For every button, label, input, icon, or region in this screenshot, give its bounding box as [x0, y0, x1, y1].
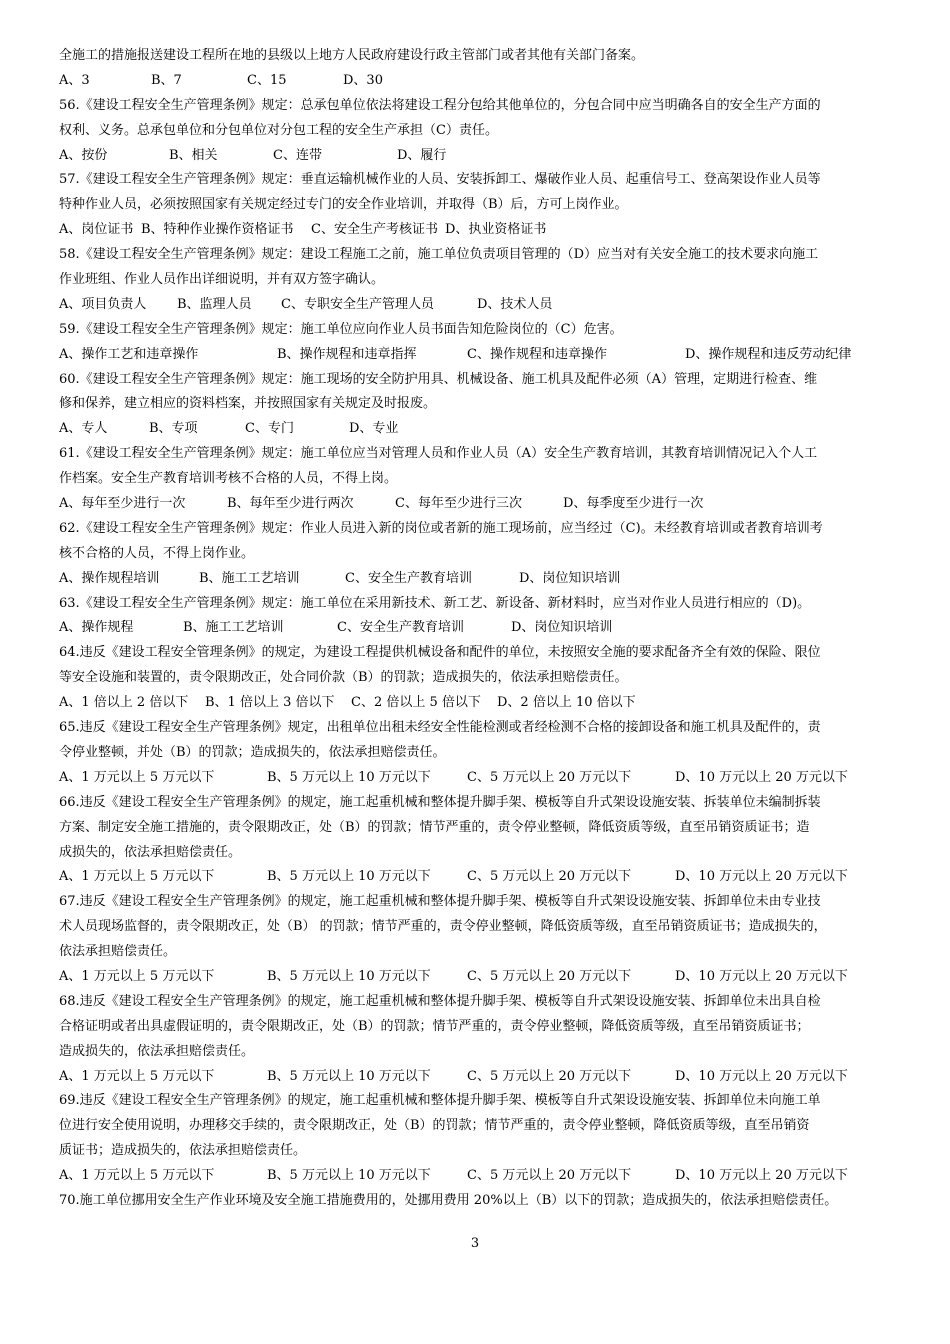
- answer-option: D、专业: [349, 421, 399, 437]
- answer-options: [59, 343, 897, 368]
- question-text-line: 作业班组、作业人员作出详细说明，并有双方签字确认。: [59, 272, 385, 288]
- question-text-line: 61.《建设工程安全生产管理条例》规定：施工单位应当对管理人员和作业人员（A）安全生产教育培训，其教育培训情况记入个人工: [59, 446, 818, 462]
- question-block: [59, 890, 897, 990]
- answer-options: [59, 293, 897, 318]
- question-block: [59, 44, 897, 94]
- answer-option: C、5 万元以上 20 万元以下: [467, 869, 632, 885]
- answer-option: A、岗位证书: [59, 222, 134, 238]
- answer-options: [59, 1065, 897, 1090]
- answer-options: [59, 616, 897, 641]
- question-block: [59, 716, 897, 791]
- question-text-line: 69.违反《建设工程安全生产管理条例》的规定，施工起重机械和整体提升脚手架、模板等自升式架设设施安装、拆卸单位未向施工单: [59, 1093, 821, 1109]
- answer-option: B、相关: [169, 147, 218, 163]
- answer-option: B、5 万元以上 10 万元以下: [267, 1168, 431, 1184]
- answer-options: [59, 766, 897, 791]
- question-text-line: 64.违反《建设工程安全管理条例》的规定，为建设工程提供机械设备和配件的单位，未按照安全施的要求配备齐全有效的保险、限位: [59, 645, 821, 661]
- question-text-line: 特种作业人员，必须按照国家有关规定经过专门的安全作业培训，并取得（B）后，方可上岗作业。: [59, 197, 628, 213]
- page-number: 3: [470, 1236, 480, 1251]
- answer-options: [59, 417, 897, 442]
- answer-option: C、专门: [245, 421, 294, 437]
- question-text-line: 59.《建设工程安全生产管理条例》规定：施工单位应向作业人员书面告知危险岗位的（C）危害。: [59, 321, 623, 337]
- answer-option: D、10 万元以上 20 万元以下: [675, 869, 848, 885]
- question-block: [59, 368, 897, 443]
- question-block: [59, 94, 897, 169]
- question-block: [59, 442, 897, 517]
- answer-option: D、30: [343, 72, 383, 88]
- question-text-line: 65.违反《建设工程安全生产管理条例》规定，出租单位出租未经安全性能检测或者经检测不合格的接卸设备和施工机具及配件的，责: [59, 720, 821, 736]
- answer-option: A、每年至少进行一次: [59, 496, 186, 512]
- question-text-line: 66.违反《建设工程安全生产管理条例》的规定，施工起重机械和整体提升脚手架、模板等自升式架设设施安装、拆装单位未编制拆装: [59, 794, 821, 810]
- answer-option: C、专职安全生产管理人员: [281, 296, 434, 312]
- answer-option: D、10 万元以上 20 万元以下: [675, 1068, 848, 1084]
- answer-option: A、专人: [59, 421, 108, 437]
- question-text-line: 70.施工单位挪用安全生产作业环境及安全施工措施费用的，处挪用费用 20%以上（B）以下的罚款；造成损失的，依法承担赔偿责任。: [59, 1192, 838, 1208]
- answer-option: B、施工工艺培训: [183, 620, 284, 636]
- answer-option: B、施工工艺培训: [199, 570, 300, 586]
- answer-option: D、每季度至少进行一次: [563, 496, 704, 512]
- question-text-line: 修和保养，建立相应的资料档案，并按照国家有关规定及时报废。: [59, 396, 437, 412]
- question-block: [59, 990, 897, 1090]
- answer-option: C、5 万元以上 20 万元以下: [467, 1168, 632, 1184]
- question-text-line: 术人员现场监督的，责令限期改正，处（B） 的罚款；情节严重的，责令停业整顿，降低资质等级，直至吊销资质证书；造成损失的，: [59, 919, 827, 935]
- answer-options: [59, 144, 897, 169]
- question-text-line: 58.《建设工程安全生产管理条例》规定：建设工程施工之前，施工单位负责项目管理的（D）应当对有关安全施工的技术要求向施工: [59, 247, 819, 263]
- answer-option: A、操作规程: [59, 620, 134, 636]
- answer-option: B、监理人员: [177, 296, 252, 312]
- answer-option: B、5 万元以上 10 万元以下: [267, 769, 431, 785]
- answer-option: C、操作规程和违章操作: [467, 346, 607, 362]
- question-text-line: 60.《建设工程安全生产管理条例》规定：施工现场的安全防护用具、机械设备、施工机具及配件必须（A）管理，定期进行检查、维: [59, 371, 818, 387]
- answer-option: A、1 万元以上 5 万元以下: [59, 1168, 215, 1184]
- question-block: [59, 168, 897, 243]
- answer-option: D、履行: [397, 147, 447, 163]
- answer-option: D、执业资格证书: [445, 222, 547, 238]
- answer-option: B、5 万元以上 10 万元以下: [267, 968, 431, 984]
- question-text-line: 全施工的措施报送建设工程所在地的县级以上地方人民政府建设行政主管部门或者其他有关部门备案。: [59, 48, 645, 63]
- answer-options: [59, 218, 897, 243]
- answer-options: [59, 492, 897, 517]
- answer-option: A、1 万元以上 5 万元以下: [59, 968, 215, 984]
- question-block: [59, 243, 897, 318]
- answer-option: C、2 倍以上 5 倍以下: [351, 695, 481, 711]
- answer-option: A、项目负责人: [59, 296, 147, 312]
- document-page: [59, 44, 897, 1214]
- question-text-line: 令停业整顿，并处（B）的罚款；造成损失的，依法承担赔偿责任。: [59, 744, 446, 760]
- question-text-line: 62.《建设工程安全生产管理条例》规定：作业人员进入新的岗位或者新的施工现场前，应当经过（C)。未经教育培训或者教育培训考: [59, 520, 823, 536]
- question-text-line: 依法承担赔偿责任。: [59, 944, 177, 960]
- answer-option: A、操作规程培训: [59, 570, 160, 586]
- answer-option: A、1 倍以上 2 倍以下: [59, 695, 189, 711]
- question-text-line: 等安全设施和装置的，责令限期改正，处合同价款（B）的罚款；造成损失的，依法承担赔偿责任。: [59, 670, 628, 686]
- question-text-line: 合格证明或者出具虚假证明的，责令限期改正，处（B）的罚款；情节严重的，责令停业整顿，降低资质等级，直至吊销资质证书；: [59, 1018, 810, 1034]
- question-text-line: 作档案。安全生产教育培训考核不合格的人员，不得上岗。: [59, 471, 398, 487]
- answer-option: B、每年至少进行两次: [227, 496, 354, 512]
- answer-option: D、操作规程和违反劳动纪律: [685, 346, 852, 362]
- question-block: [59, 517, 897, 592]
- question-text-line: 57.《建设工程安全生产管理条例》规定：垂直运输机械作业的人员、安装拆卸工、爆破作业人员、起重信号工、登高架设作业人员等: [59, 172, 821, 188]
- question-block: [59, 592, 897, 642]
- answer-option: B、特种作业操作资格证书: [141, 222, 294, 238]
- question-text-line: 权利、义务。总承包单位和分包单位对分包工程的安全生产承担（C）责任。: [59, 122, 498, 138]
- answer-option: C、安全生产教育培训: [345, 570, 472, 586]
- answer-option: C、安全生产教育培训: [337, 620, 464, 636]
- answer-options: [59, 865, 897, 890]
- answer-options: [59, 69, 897, 94]
- answer-options: [59, 567, 897, 592]
- answer-option: B、操作规程和违章指挥: [277, 346, 417, 362]
- question-text-line: 68.违反《建设工程安全生产管理条例》的规定，施工起重机械和整体提升脚手架、模板等自升式架设设施安装、拆卸单位未出具自检: [59, 993, 821, 1009]
- answer-option: C、每年至少进行三次: [395, 496, 522, 512]
- answer-option: C、5 万元以上 20 万元以下: [467, 1068, 632, 1084]
- question-block: [59, 318, 897, 368]
- answer-option: B、专项: [149, 421, 198, 437]
- answer-options: [59, 965, 897, 990]
- question-text-line: 造成损失的，依法承担赔偿责任。: [59, 1043, 255, 1059]
- answer-option: B、1 倍以上 3 倍以下: [205, 695, 335, 711]
- question-text-line: 63.《建设工程安全生产管理条例》规定：施工单位在采用新技术、新工艺、新设备、新材料时，应当对作业人员进行相应的（D)。: [59, 595, 811, 611]
- answer-option: D、2 倍以上 10 倍以下: [497, 695, 636, 711]
- answer-option: A、1 万元以上 5 万元以下: [59, 769, 215, 785]
- answer-option: C、5 万元以上 20 万元以下: [467, 968, 632, 984]
- answer-option: C、5 万元以上 20 万元以下: [467, 769, 632, 785]
- question-block: [59, 1089, 897, 1189]
- answer-option: A、操作工艺和违章操作: [59, 346, 199, 362]
- answer-option: D、技术人员: [477, 296, 553, 312]
- answer-option: C、15: [247, 72, 287, 88]
- answer-option: C、安全生产考核证书: [311, 222, 438, 238]
- answer-option: B、7: [151, 72, 182, 88]
- question-block: [59, 641, 897, 716]
- answer-options: [59, 691, 897, 716]
- question-text-line: 核不合格的人员，不得上岗作业。: [59, 545, 255, 561]
- answer-option: C、连带: [273, 147, 322, 163]
- question-block: [59, 791, 897, 891]
- question-text-line: 成损失的，依法承担赔偿责任。: [59, 844, 242, 860]
- answer-option: B、5 万元以上 10 万元以下: [267, 1068, 431, 1084]
- answer-option: D、10 万元以上 20 万元以下: [675, 1168, 848, 1184]
- question-text-line: 质证书；造成损失的，依法承担赔偿责任。: [59, 1143, 307, 1159]
- question-text-line: 方案、制定安全施工措施的，责令限期改正，处（B）的罚款；情节严重的，责令停业整顿，降低资质等级，直至吊销资质证书；造: [59, 819, 810, 835]
- question-text-line: 56.《建设工程安全生产管理条例》规定：总承包单位依法将建设工程分包给其他单位的，分包合同中应当明确各自的安全生产方面的: [59, 97, 821, 113]
- answer-options: [59, 1164, 897, 1189]
- question-text-line: 位进行安全使用说明，办理移交手续的，责令限期改正，处（B）的罚款；情节严重的，责令停业整顿，降低资质等级，直至吊销资: [59, 1118, 810, 1134]
- question-text-line: 67.违反《建设工程安全生产管理条例》的规定，施工起重机械和整体提升脚手架、模板等自升式架设设施安装、拆卸单位未由专业技: [59, 894, 821, 910]
- answer-option: A、3: [59, 72, 90, 88]
- question-block: [59, 1189, 897, 1214]
- answer-option: A、1 万元以上 5 万元以下: [59, 869, 215, 885]
- answer-option: A、1 万元以上 5 万元以下: [59, 1068, 215, 1084]
- answer-option: A、按份: [59, 147, 108, 163]
- answer-option: D、岗位知识培训: [519, 570, 621, 586]
- answer-option: D、10 万元以上 20 万元以下: [675, 769, 848, 785]
- answer-option: D、10 万元以上 20 万元以下: [675, 968, 848, 984]
- answer-option: B、5 万元以上 10 万元以下: [267, 869, 431, 885]
- answer-option: D、岗位知识培训: [511, 620, 613, 636]
